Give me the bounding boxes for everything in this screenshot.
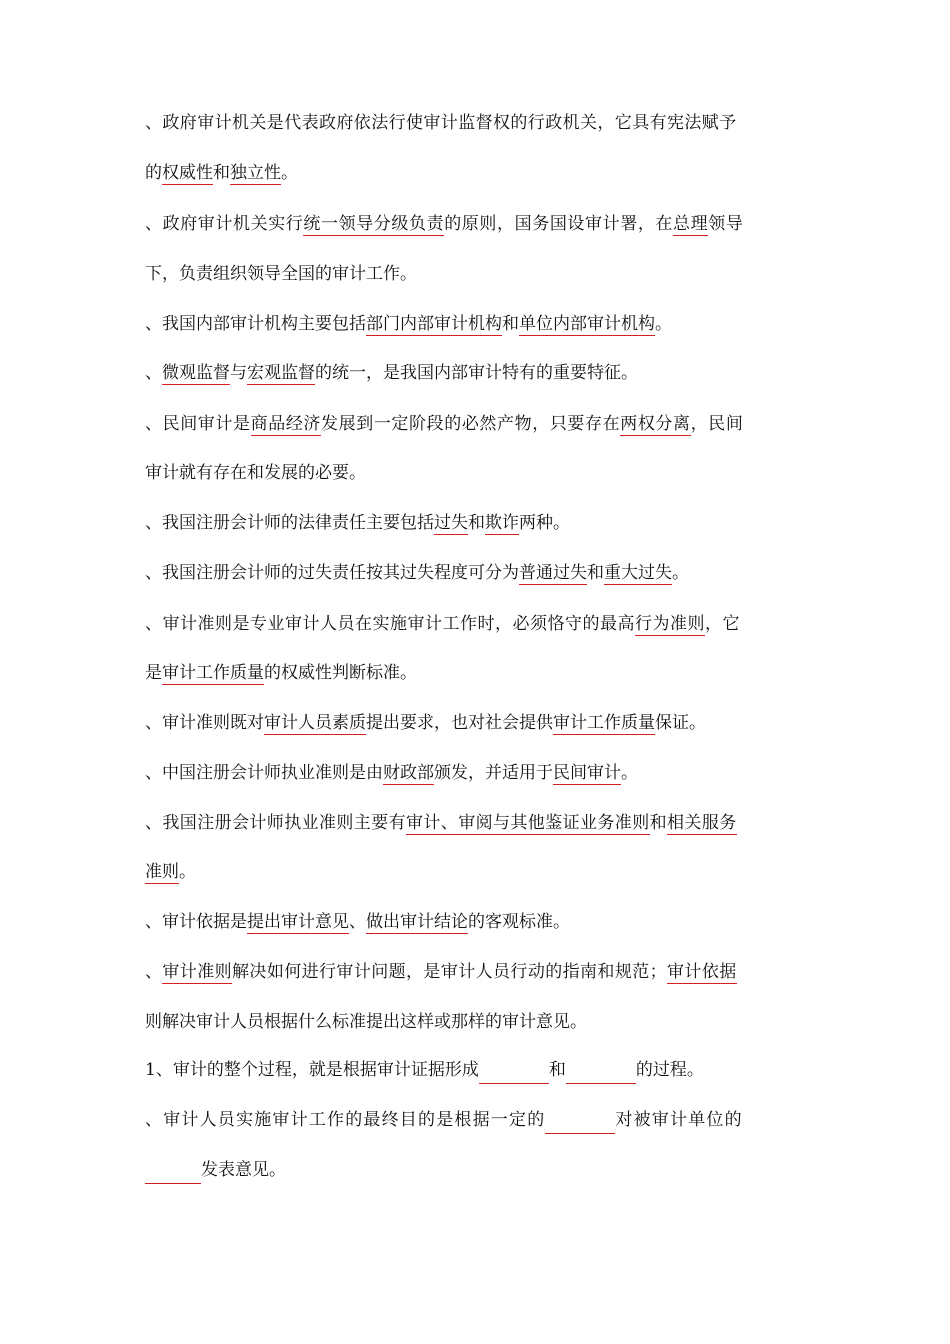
underlined-answer: 权威性: [162, 163, 213, 183]
text-line: [145, 759, 815, 787]
text-segment: 和: [468, 513, 485, 533]
text-segment: 发展到一定阶段的必然产物，只要存在: [321, 414, 621, 434]
text-segment: 与: [230, 363, 247, 383]
text-segment: 的客观标准。: [468, 912, 570, 932]
text-segment: 保证。: [655, 713, 706, 733]
underlined-answer: 审计人员素质: [264, 713, 366, 733]
underlined-answer: 独立性: [230, 163, 281, 183]
text-line: [145, 1106, 815, 1134]
text-segment: 。: [655, 314, 672, 334]
underlined-answer: 审计准则: [162, 962, 233, 982]
text-segment: 解决如何进行审计问题，是审计人员行动的指南和规范；: [232, 962, 668, 982]
text-line: [145, 908, 815, 936]
underlined-answer: 审计、审阅与其他鉴证业务准则: [406, 813, 650, 833]
text-line: [145, 509, 815, 537]
text-segment: 两种。: [519, 513, 570, 533]
text-segment: 、我国注册会计师的过失责任按其过失程度可分为: [145, 563, 519, 583]
text-line: [145, 610, 815, 638]
text-segment: 和: [548, 1060, 566, 1080]
text-line: [145, 1156, 815, 1184]
text-line: [145, 459, 815, 487]
underlined-answer: 相关服务: [667, 813, 737, 833]
underlined-answer: 商品经济: [250, 414, 322, 434]
text-segment: 、审计准则是专业审计人员在实施审计工作时，必须恪守的最高: [145, 614, 635, 634]
text-segment: 1、审计的整个过程，就是根据审计证据形成: [145, 1060, 479, 1080]
text-line: [145, 659, 815, 687]
text-segment: 的权威性判断标准。: [264, 663, 417, 683]
text-segment: 的: [145, 163, 162, 183]
text-segment: 发表意见。: [201, 1160, 286, 1180]
text-line: [145, 559, 815, 587]
text-segment: 。: [281, 163, 298, 183]
text-line: [145, 159, 815, 187]
underlined-answer: 重大过失: [604, 563, 672, 583]
underlined-answer: 财政部: [383, 763, 434, 783]
text-segment: 审计就有存在和发展的必要。: [145, 463, 366, 483]
fill-in-blank: [479, 1061, 549, 1084]
text-segment: 、审计依据是: [145, 912, 247, 932]
text-segment: 、审计人员实施审计工作的最终目的是根据一定的: [145, 1110, 546, 1130]
underlined-answer: 微观监督: [162, 363, 230, 383]
fill-in-blank: [545, 1111, 615, 1134]
text-segment: 的过程。: [635, 1060, 704, 1080]
underlined-answer: 欺诈: [485, 513, 519, 533]
text-segment: 、: [145, 363, 162, 383]
text-segment: 和: [587, 563, 604, 583]
text-segment: 对被审计单位的: [615, 1110, 743, 1130]
underlined-answer: 做出审计结论: [366, 912, 468, 932]
text-segment: 的原则，国务国设审计署，在: [444, 214, 674, 234]
text-segment: 和: [213, 163, 230, 183]
text-line: [145, 210, 815, 238]
text-segment: 。: [621, 763, 638, 783]
text-segment: 和: [502, 314, 519, 334]
text-segment: 领导: [708, 214, 744, 234]
underlined-answer: 两权分离: [620, 414, 691, 434]
underlined-answer: 审计依据: [667, 962, 737, 982]
text-segment: 、政府审计机关是代表政府依法行使审计监督权的行政机关，它具有宪法赋予: [145, 113, 737, 133]
underlined-answer: 单位内部审计机构: [519, 314, 655, 334]
underlined-answer: 部门内部审计机构: [366, 314, 502, 334]
text-segment: 。: [672, 563, 689, 583]
underlined-answer: 准则: [145, 862, 179, 882]
text-segment: 和: [649, 813, 668, 833]
text-segment: 、审计准则既对: [145, 713, 264, 733]
text-segment: 。: [179, 862, 196, 882]
underlined-answer: 总理: [673, 214, 709, 234]
text-segment: 、民间审计是: [145, 414, 251, 434]
fill-in-blank: [566, 1061, 636, 1084]
text-segment: ，民间: [690, 414, 744, 434]
underlined-answer: 提出审计意见: [247, 912, 349, 932]
text-segment: 是: [145, 663, 162, 683]
text-segment: 颁发，并适用于: [434, 763, 553, 783]
text-line: [145, 109, 815, 137]
text-segment: 、我国注册会计师的法律责任主要包括: [145, 513, 434, 533]
text-segment: 则解决审计人员根据什么标准提出这样或那样的审计意见。: [145, 1012, 587, 1032]
underlined-answer: 统一领导分级负责: [303, 214, 445, 234]
text-segment: 、: [145, 962, 163, 982]
underlined-answer: 过失: [434, 513, 468, 533]
text-line: [145, 1008, 815, 1036]
underlined-answer: 审计工作质量: [162, 663, 264, 683]
text-line: [145, 809, 815, 837]
fill-in-blank: [145, 1161, 201, 1184]
text-line: [145, 709, 815, 737]
underlined-answer: 民间审计: [553, 763, 621, 783]
underlined-answer: 宏观监督: [247, 363, 315, 383]
text-line: [145, 410, 815, 438]
text-line: [145, 958, 815, 986]
underlined-answer: 审计工作质量: [553, 713, 655, 733]
text-segment: 、中国注册会计师执业准则是由: [145, 763, 383, 783]
text-segment: 提出要求，也对社会提供: [366, 713, 553, 733]
text-line: [145, 260, 815, 288]
text-line: [145, 1056, 815, 1084]
underlined-answer: 行为准则: [635, 614, 705, 634]
text-segment: 、政府审计机关实行: [145, 214, 304, 234]
text-line: [145, 310, 815, 338]
text-line: [145, 359, 815, 387]
text-segment: 的统一，是我国内部审计特有的重要特征。: [315, 363, 638, 383]
text-segment: 、: [349, 912, 366, 932]
text-segment: ，它: [705, 614, 740, 634]
text-segment: 、我国内部审计机构主要包括: [145, 314, 366, 334]
text-segment: 、我国注册会计师执业准则主要有: [145, 813, 406, 833]
text-line: [145, 858, 815, 886]
underlined-answer: 普通过失: [519, 563, 587, 583]
text-segment: 下，负责组织领导全国的审计工作。: [145, 264, 417, 284]
